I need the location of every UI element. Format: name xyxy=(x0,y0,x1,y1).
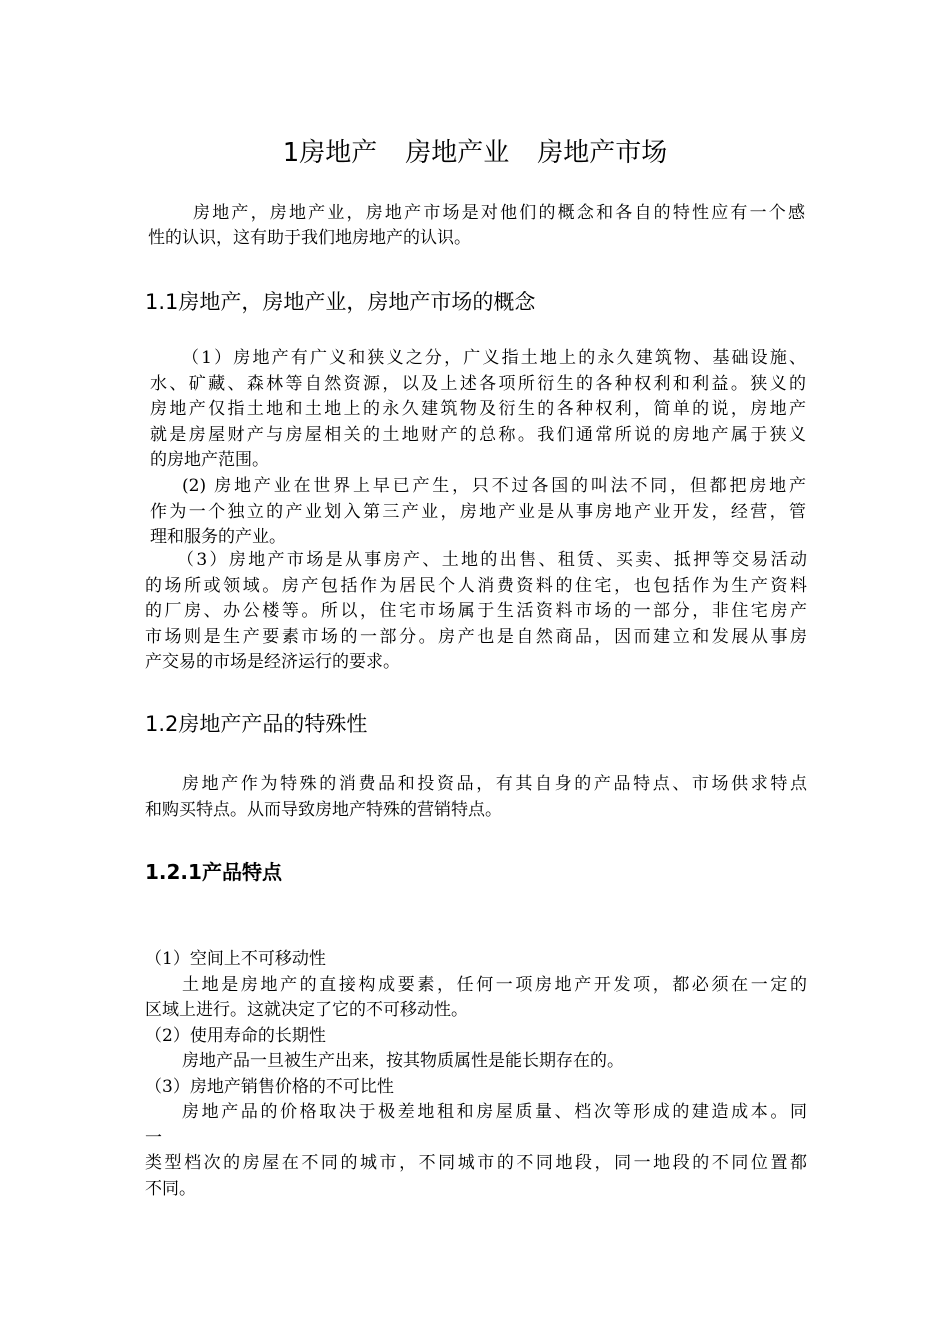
text-line: （3）房地产市场是从事房产、土地的出售、租赁、买卖、抵押等交易活动 xyxy=(177,550,807,570)
page-title xyxy=(0,135,950,171)
text-line: 性的认识，这有助于我们地房地产的认识。 xyxy=(148,228,471,248)
text-line: 和购买特点。从而导致房地产特殊的营销特点。 xyxy=(145,799,502,820)
title-part: 房地产业 xyxy=(405,138,510,168)
intro-paragraph-cont xyxy=(148,226,808,252)
text-line: 一 xyxy=(145,1127,162,1148)
section-heading-1-1: 1.1房地产，房地产业，房地产市场的概念 xyxy=(145,290,536,314)
text-line: 市场则是生产要素市场的一部分。房产也是自然商品，因而建立和发展从事房 xyxy=(145,626,807,647)
paragraph-1-2 xyxy=(145,772,807,823)
text-line: （3）房地产销售价格的不可比性 xyxy=(145,1076,394,1097)
title-part: 1房地产 xyxy=(282,138,378,168)
paragraph-item-2 xyxy=(150,474,806,551)
text-line: 土地是房地产的直接构成要素，任何一项房地产开发项，都必须在一定的 xyxy=(182,974,807,995)
paragraph-1-2-1 xyxy=(145,947,807,1202)
text-line: （1）房地产有广义和狭义之分，广义指土地上的永久建筑物、基础设施、 xyxy=(182,348,806,368)
text-line: 房地产仅指土地和土地上的永久建筑物及衍生的各种权利，简单的说，房地产 xyxy=(150,399,806,419)
intro-paragraph xyxy=(193,201,805,227)
text-line: 就是房屋财产与房屋相关的土地财产的总称。我们通常所说的房地产属于狭义 xyxy=(150,424,806,445)
text-line: 不同。 xyxy=(145,1178,196,1199)
text-line: 产交易的市场是经济运行的要求。 xyxy=(145,652,400,672)
text-line: 房地产品一旦被生产出来，按其物质属性是能长期存在的。 xyxy=(182,1051,624,1071)
text-line: （2）使用寿命的长期性 xyxy=(145,1025,326,1046)
text-line: 的房地产范围。 xyxy=(150,450,269,470)
text-line: 理和服务的产业。 xyxy=(150,527,286,547)
paragraph-item-1 xyxy=(150,346,806,474)
paragraph-item-3 xyxy=(145,548,807,676)
text-line: 类型档次的房屋在不同的城市，不同城市的不同地段，同一地段的不同位置都 xyxy=(145,1153,807,1173)
text-line: 房地产，房地产业，房地产市场是对他们的概念和各自的特性应有一个感 xyxy=(193,203,805,223)
text-line: 的厂房、办公楼等。所以，住宅市场属于生活资料市场的一部分，非住宅房产 xyxy=(145,601,807,621)
text-line: 作为一个独立的产业划入第三产业，房地产业是从事房地产业开发，经营，管 xyxy=(150,501,806,522)
text-line: 的场所或领域。房产包括作为居民个人消费资料的住宅，也包括作为生产资料 xyxy=(145,575,807,596)
section-heading-1-2-1: 1.2.1产品特点 xyxy=(145,860,282,884)
section-heading-1-2: 1.2房地产产品的特殊性 xyxy=(145,712,368,736)
text-line: (2) 房地产业在世界上早已产生，只不过各国的叫法不同，但都把房地产 xyxy=(182,476,806,496)
title-part: 房地产市场 xyxy=(537,138,668,168)
text-line: 房地产品的价格取决于极差地租和房屋质量、档次等形成的建造成本。同 xyxy=(182,1102,807,1122)
text-line: 水、矿藏、森林等自然资源，以及上述各项所衍生的各种权利和利益。狭义的 xyxy=(150,373,806,394)
text-line: 区域上进行。这就决定了它的不可移动性。 xyxy=(145,1000,468,1020)
text-line: 房地产作为特殊的消费品和投资品，有其自身的产品特点、市场供求特点 xyxy=(182,774,807,794)
text-line: （1）空间上不可移动性 xyxy=(145,949,326,969)
